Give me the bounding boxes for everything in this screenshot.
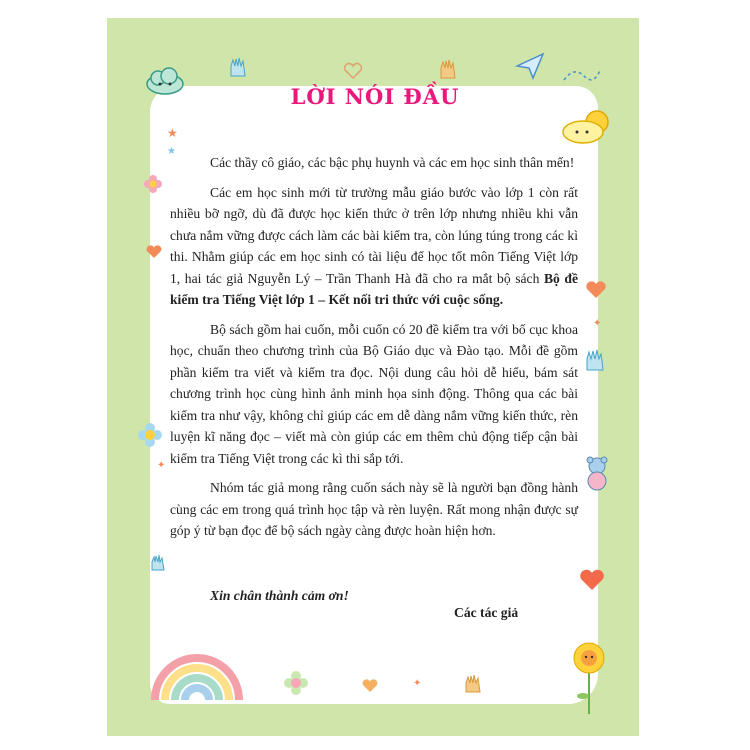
sunflower-icon [569, 640, 609, 716]
teddy-bear-icon [583, 456, 611, 492]
hand-icon [463, 674, 483, 694]
star-icon: ✦ [593, 318, 602, 329]
heart-icon [579, 568, 605, 592]
paragraph-1 [170, 182, 578, 311]
paragraph-3: Nhóm tác giả mong rằng cuốn sách này sẽ là người bạn đồng hành cùng các em trong quá trình học tập và rèn luyện. Rất mong nhận được sự góp ý từ bạn đọc để bộ sách ngày càng được hoàn hiện hơn. [170, 480, 578, 538]
heart-icon [343, 62, 363, 80]
rainbow-icon [147, 632, 247, 702]
authors-signature: Các tác giả [454, 605, 519, 620]
star-icon: ★ [167, 126, 178, 140]
hand-icon [583, 348, 607, 372]
hand-icon [149, 554, 167, 572]
preface-body [170, 152, 578, 550]
hand-icon [227, 56, 249, 78]
paragraph-1-text: Các em học sinh mới từ trường mẫu giáo bước vào lớp 1 còn rất nhiều bỡ ngỡ, dù đã được học kiến thức ở trên lớp nhưng nhiều khi vẫn chưa nắm vững được cách làm các bài kiểm tra, còn lúng túng trong các kì thi. Nhằm giúp các em học sinh có tài liệu để học tốt môn Tiếng Việt lớp 1, hai tác giả Nguyễn Lý – Trần Thanh Hà đã cho ra mắt bộ sách [170, 184, 578, 286]
flower-icon [143, 174, 163, 194]
star-icon: ★ [167, 146, 176, 157]
page-title: LỜI NÓI ĐẦU [290, 84, 460, 109]
book-title: Bộ đề kiểm tra Tiếng Việt lớp 1 – Kết nối tri thức với cuộc sống. [170, 270, 579, 307]
flower-icon [137, 422, 163, 448]
swirl-icon [562, 64, 602, 84]
greeting-paragraph: Các thầy cô giáo, các bậc phụ huynh và các em học sinh thân mến! [210, 155, 575, 170]
heart-icon [361, 678, 379, 694]
star-icon: ✦ [157, 460, 166, 471]
heart-icon [145, 244, 163, 260]
sun-cloud-icon [559, 108, 615, 148]
flower-icon [283, 670, 309, 696]
heart-icon [585, 280, 607, 300]
star-icon: ✦ [413, 678, 422, 689]
hand-icon [437, 58, 459, 80]
paragraph-2: Bộ sách gồm hai cuốn, mỗi cuốn có 20 đề kiểm tra với bố cục khoa học, chuẩn theo chương trình của Bộ Giáo dục và Đào tạo. Mỗi đề gồm phần kiểm tra viết và kiểm tra đọc. Nội dung câu hỏi dễ hiểu, bám sát chương trình học cùng hình ảnh minh họa sinh động. Thông qua các bài kiểm tra như vậy, không chỉ giúp các em dễ dàng nắm vững kiến thức, rèn luyện kĩ năng đọc – viết mà còn giúp các em thêm chủ động tiếp cận bài kiểm tra Tiếng Việt trong các kì thi sắp tới. [170, 321, 578, 466]
paper-plane-icon [515, 52, 545, 80]
thanks-line: Xin chân thành cảm ơn! [210, 588, 349, 603]
